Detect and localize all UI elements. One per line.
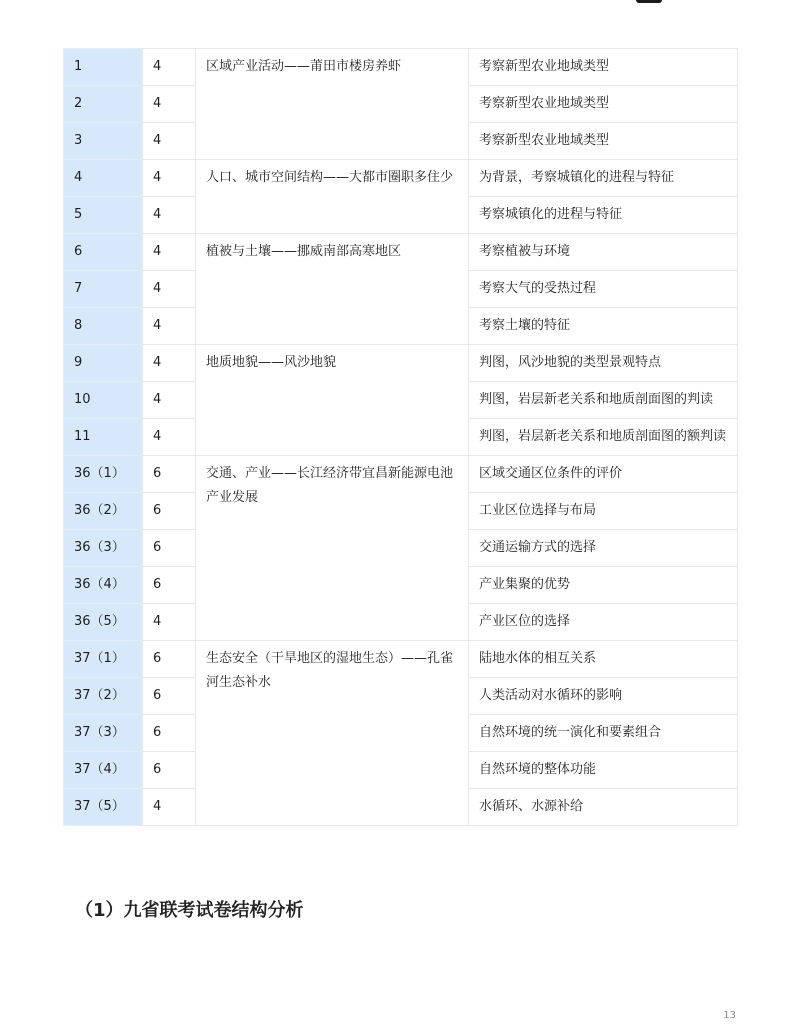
knowledge-point: 产业集聚的优势 [469, 567, 738, 604]
knowledge-point: 判图，岩层新老关系和地质剖面图的额判读 [469, 419, 738, 456]
knowledge-point: 自然环境的整体功能 [469, 752, 738, 789]
knowledge-point: 考察新型农业地域类型 [469, 86, 738, 123]
knowledge-point: 水循环、水源补给 [469, 789, 738, 826]
score: 4 [143, 271, 196, 308]
topic: 人口、城市空间结构——大都市圈职多住少 [196, 160, 469, 234]
question-number: 37（1） [64, 641, 143, 678]
knowledge-point: 区域交通区位条件的评价 [469, 456, 738, 493]
question-number: 36（4） [64, 567, 143, 604]
question-number: 37（2） [64, 678, 143, 715]
top-edge-mark [636, 0, 662, 3]
question-number: 3 [64, 123, 143, 160]
score: 4 [143, 419, 196, 456]
question-number: 11 [64, 419, 143, 456]
question-number: 37（3） [64, 715, 143, 752]
question-number: 2 [64, 86, 143, 123]
topic: 植被与土壤——挪威南部高寒地区 [196, 234, 469, 345]
knowledge-point: 考察城镇化的进程与特征 [469, 197, 738, 234]
table-row [64, 234, 738, 271]
score: 4 [143, 604, 196, 641]
table-row [64, 456, 738, 493]
score: 4 [143, 382, 196, 419]
section-heading: （1）九省联考试卷结构分析 [75, 900, 304, 921]
question-number: 8 [64, 308, 143, 345]
knowledge-point: 考察大气的受热过程 [469, 271, 738, 308]
score: 4 [143, 345, 196, 382]
knowledge-point: 为背景，考察城镇化的进程与特征 [469, 160, 738, 197]
knowledge-point: 考察新型农业地域类型 [469, 123, 738, 160]
question-number: 36（5） [64, 604, 143, 641]
question-number: 36（2） [64, 493, 143, 530]
knowledge-point: 工业区位选择与布局 [469, 493, 738, 530]
score: 6 [143, 567, 196, 604]
question-number: 7 [64, 271, 143, 308]
question-number: 9 [64, 345, 143, 382]
score: 6 [143, 530, 196, 567]
table-row [64, 160, 738, 197]
score: 4 [143, 197, 196, 234]
score: 6 [143, 456, 196, 493]
score: 6 [143, 715, 196, 752]
table-row [64, 49, 738, 86]
score: 4 [143, 789, 196, 826]
knowledge-point: 考察植被与环境 [469, 234, 738, 271]
topic: 地质地貌——风沙地貌 [196, 345, 469, 456]
score: 4 [143, 86, 196, 123]
knowledge-point: 考察土壤的特征 [469, 308, 738, 345]
question-number: 4 [64, 160, 143, 197]
question-number: 5 [64, 197, 143, 234]
knowledge-point: 判图，岩层新老关系和地质剖面图的判读 [469, 382, 738, 419]
topic: 区域产业活动——莆田市楼房养虾 [196, 49, 469, 160]
knowledge-point: 判图，风沙地貌的类型景观特点 [469, 345, 738, 382]
topic: 交通、产业——长江经济带宜昌新能源电池产业发展 [196, 456, 469, 641]
score: 6 [143, 752, 196, 789]
question-number: 6 [64, 234, 143, 271]
score: 4 [143, 234, 196, 271]
exam-structure-table [63, 48, 738, 826]
topic: 生态安全（干旱地区的湿地生态）——孔雀河生态补水 [196, 641, 469, 826]
question-number: 1 [64, 49, 143, 86]
question-number: 37（5） [64, 789, 143, 826]
question-number: 37（4） [64, 752, 143, 789]
question-number: 10 [64, 382, 143, 419]
score: 6 [143, 493, 196, 530]
question-number: 36（1） [64, 456, 143, 493]
score: 4 [143, 49, 196, 86]
knowledge-point: 产业区位的选择 [469, 604, 738, 641]
knowledge-point: 陆地水体的相互关系 [469, 641, 738, 678]
score: 6 [143, 678, 196, 715]
knowledge-point: 考察新型农业地域类型 [469, 49, 738, 86]
score: 4 [143, 308, 196, 345]
knowledge-point: 自然环境的统一演化和要素组合 [469, 715, 738, 752]
knowledge-point: 人类活动对水循环的影响 [469, 678, 738, 715]
score: 6 [143, 641, 196, 678]
table-row [64, 345, 738, 382]
score: 4 [143, 123, 196, 160]
page-number: 13 [723, 1010, 736, 1021]
score: 4 [143, 160, 196, 197]
knowledge-point: 交通运输方式的选择 [469, 530, 738, 567]
table-row [64, 641, 738, 678]
question-number: 36（3） [64, 530, 143, 567]
